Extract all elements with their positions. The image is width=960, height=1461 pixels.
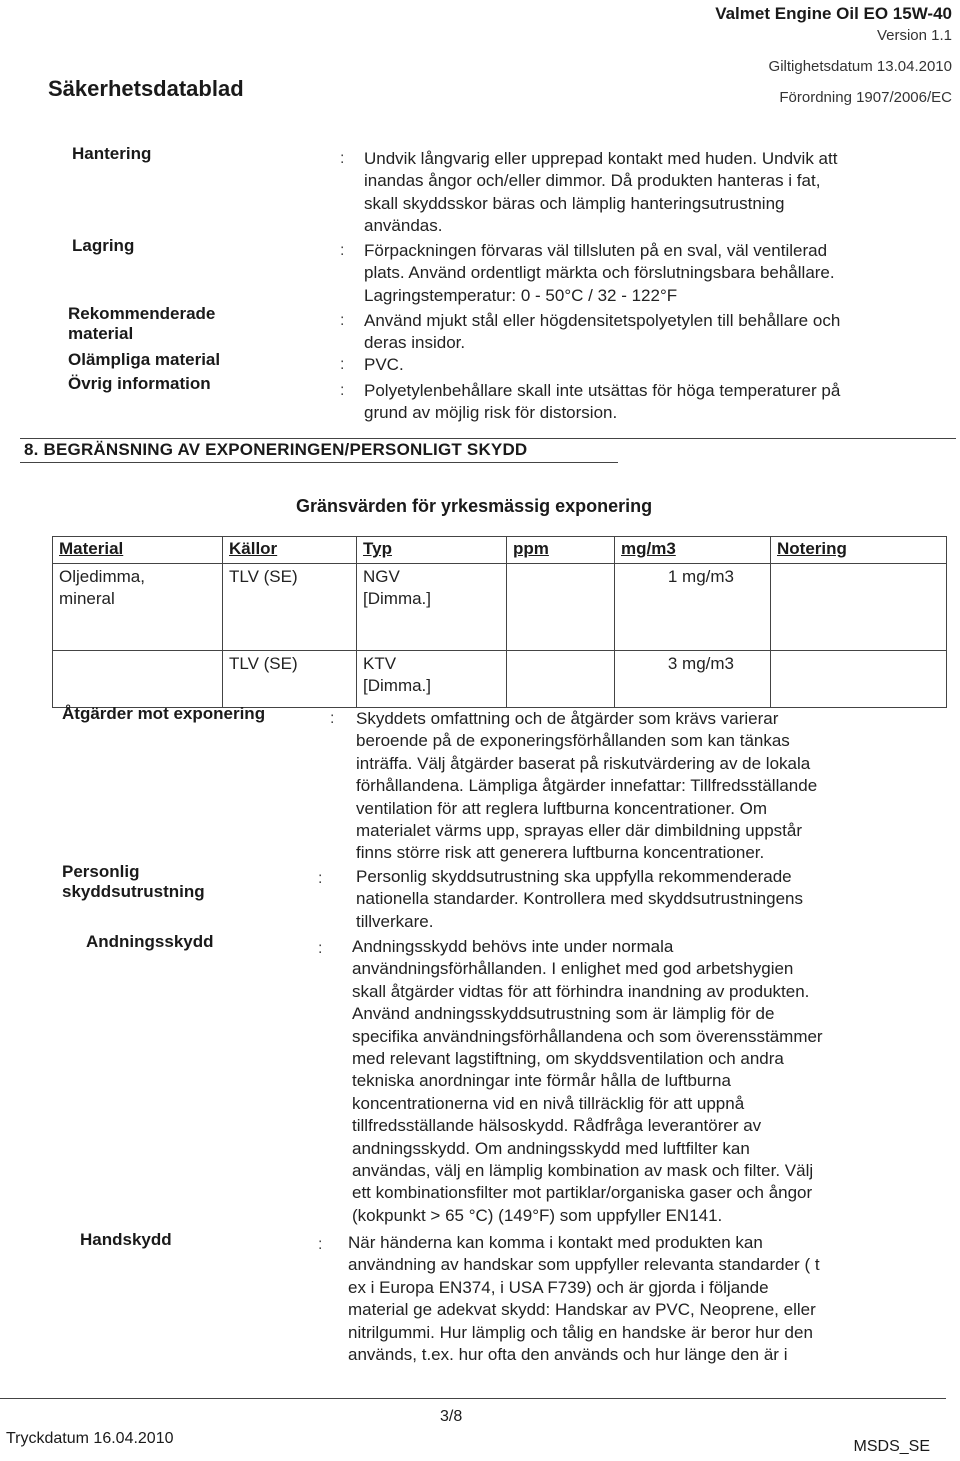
cell-line: KTV <box>363 654 397 673</box>
cell-type <box>357 651 507 708</box>
lagring-text <box>364 240 835 307</box>
cell-line: [Dimma.] <box>363 676 431 695</box>
document-title: Säkerhetsdatablad <box>48 76 244 101</box>
version: Version 1.1 <box>876 27 952 44</box>
section-rule-top <box>20 438 956 439</box>
text-line: nationella standarder. Kontrollera med skyddsutrustningens <box>356 889 803 909</box>
text-line: ventilation för att reglera luftburna koncentrationer. Om <box>356 798 768 818</box>
exposure-limits-heading: Gränsvärden för yrkesmässig exponering <box>296 496 653 516</box>
footer-rule <box>0 1398 946 1399</box>
text-line: plats. Använd ordentligt märkta och förslutningsbara behållare. <box>364 263 835 283</box>
col-ppm: ppm <box>507 537 615 564</box>
text-line: användningsförhållanden. I enlighet med god arbetshygien <box>352 959 794 979</box>
col-sources: Källor <box>223 537 357 564</box>
cell-mgm3: 1 mg/m3 <box>615 564 771 651</box>
document-code: MSDS_SE <box>853 1438 930 1455</box>
text-line: andningsskydd. Om andningsskydd med luftfilter kan <box>352 1138 750 1158</box>
rekommenderade-label <box>68 304 215 344</box>
text-line: (kokpunkt > 65 °C) (149°F) som uppfyller EN141. <box>352 1205 723 1225</box>
colon: : <box>340 150 345 167</box>
label-line: Rekommenderade <box>68 304 216 323</box>
text-line: skall åtgärder vidtas för att förhindra inandning av produkten. <box>352 981 810 1001</box>
olampliga-text <box>364 354 404 376</box>
section-8-heading: 8. BEGRÄNSNING AV EXPONERINGEN/PERSONLIGT SKYDD <box>24 440 528 459</box>
text-line: användning av handskar som uppfyller relevanta standarder ( t <box>348 1255 820 1275</box>
text-line: ett kombinationsfilter mot partiklar/organiska gaser och ångor <box>352 1183 813 1203</box>
olampliga-label: Olämpliga material <box>68 350 221 369</box>
text-line: Andningsskydd behövs inte under normala <box>352 937 674 956</box>
cell-source: TLV (SE) <box>223 564 357 651</box>
cell-ppm <box>507 564 615 651</box>
text-line: koncentrationerna vid en nivå tillräcklig för att uppnå <box>352 1093 745 1113</box>
col-type: Typ <box>357 537 507 564</box>
atgarder-label: Åtgärder mot exponering <box>62 704 266 723</box>
text-line: förhållandena. Lämpliga åtgärder innefattar: Tillfredsställande <box>356 776 818 796</box>
cell-material <box>53 564 223 651</box>
text-line: med relevant lagstiftning, om skyddsventilation och andra <box>352 1049 784 1069</box>
colon: : <box>340 382 345 399</box>
handskydd-text <box>348 1232 820 1366</box>
text-line: ex i Europa EN374, i USA F739) och är gjorda i följande <box>348 1277 769 1297</box>
print-date: Tryckdatum 16.04.2010 <box>6 1430 174 1447</box>
regulation: Förordning 1907/2006/EC <box>779 89 952 106</box>
colon: : <box>340 312 345 329</box>
text-line: tillfredsställande hälsoskydd. Rådfråga leverantörer av <box>352 1116 762 1136</box>
text-line: specifika användningsförhållandena och som överensstämmer <box>352 1026 823 1046</box>
table-row <box>53 651 947 708</box>
colon: : <box>318 870 323 887</box>
text-line: Undvik långvarig eller upprepad kontakt med huden. Undvik att <box>364 149 838 168</box>
cell-source: TLV (SE) <box>223 651 357 708</box>
text-line: Förpackningen förvaras väl tillsluten på en sval, väl ventilerad <box>364 241 828 260</box>
cell-line: [Dimma.] <box>363 589 431 608</box>
text-line: Polyetylenbehållare skall inte utsättas för höga temperaturer på <box>364 381 841 400</box>
colon: : <box>318 940 323 957</box>
hantering-text <box>364 148 837 238</box>
colon: : <box>318 1236 323 1253</box>
cell-material <box>53 651 223 708</box>
text-line: PVC. <box>364 355 404 374</box>
text-line: inandas ångor och/eller dimmor. Då produkten hanteras i fat, <box>364 171 821 191</box>
text-line: beroende på de exponeringsförhållanden som kan tänkas <box>356 731 790 751</box>
text-line: användas, välj en lämplig kombination av mask och filter. Välj <box>352 1161 814 1181</box>
lagring-label: Lagring <box>72 236 135 255</box>
table-header-row <box>53 537 947 564</box>
cell-type <box>357 564 507 651</box>
text-line: grund av möjlig risk för distorsion. <box>364 403 618 423</box>
text-line: Skyddets omfattning och de åtgärder som krävs varierar <box>356 709 779 728</box>
table-row <box>53 564 947 651</box>
text-line: används, t.ex. hur ofta den används och hur länge den är i <box>348 1345 788 1365</box>
andningsskydd-text <box>352 936 823 1227</box>
hantering-label: Hantering <box>72 144 152 163</box>
handskydd-label: Handskydd <box>80 1230 172 1249</box>
colon: : <box>330 710 335 727</box>
cell-note <box>771 651 947 708</box>
col-material: Material <box>53 537 223 564</box>
exposure-limits-table <box>52 536 947 708</box>
cell-ppm <box>507 651 615 708</box>
text-line: användas. <box>364 216 443 236</box>
text-line: tekniska anordningar inte förmår hålla de luftburna <box>352 1071 731 1091</box>
ovrig-text <box>364 380 840 425</box>
cell-line: mineral <box>59 589 115 608</box>
andningsskydd-label: Andningsskydd <box>86 932 214 951</box>
col-note: Notering <box>771 537 947 564</box>
text-line: material ge adekvat skydd: Handskar av PVC, Neoprene, eller <box>348 1300 816 1320</box>
section-rule-bottom <box>20 462 618 463</box>
page-number: 3/8 <box>440 1408 463 1425</box>
label-line: skyddsutrustning <box>62 882 205 901</box>
text-line: Använd mjukt stål eller högdensitetspolyetylen till behållare och <box>364 311 841 330</box>
cell-note <box>771 564 947 651</box>
col-mgm3: mg/m3 <box>615 537 771 564</box>
label-line: material <box>68 324 134 343</box>
rekommenderade-text <box>364 310 840 355</box>
text-line: Använd andningsskyddsutrustning som är lämplig för de <box>352 1004 775 1024</box>
text-line: Lagringstemperatur: 0 - 50°C / 32 - 122°F <box>364 285 678 305</box>
personlig-text <box>356 866 803 933</box>
product-name: Valmet Engine Oil EO 15W-40 <box>715 4 952 23</box>
cell-line: Oljedimma, <box>59 567 145 586</box>
text-line: materialet värms upp, sprayas eller där dimbildning uppstår <box>356 821 802 841</box>
cell-mgm3: 3 mg/m3 <box>615 651 771 708</box>
colon: : <box>340 356 345 373</box>
text-line: deras insidor. <box>364 333 466 353</box>
text-line: skall skyddsskor bäras och lämplig hanteringsutrustning <box>364 193 785 213</box>
text-line: tillverkare. <box>356 911 434 931</box>
text-line: När händerna kan komma i kontakt med produkten kan <box>348 1233 763 1252</box>
text-line: nitrilgummi. Hur lämplig och tålig en handske är beror hur den <box>348 1322 813 1342</box>
colon: : <box>340 242 345 259</box>
atgarder-text <box>356 708 817 865</box>
text-line: finns större risk att generera luftburna koncentrationer. <box>356 843 765 863</box>
cell-line: NGV <box>363 567 400 586</box>
personlig-label <box>62 862 205 902</box>
label-line: Personlig <box>62 862 140 881</box>
text-line: inträffa. Välj åtgärder baserat på riskutvärdering av de lokala <box>356 753 811 773</box>
text-line: Personlig skyddsutrustning ska uppfylla rekommenderade <box>356 867 792 886</box>
ovrig-label: Övrig information <box>68 374 211 393</box>
validity-date: Giltighetsdatum 13.04.2010 <box>768 58 952 75</box>
